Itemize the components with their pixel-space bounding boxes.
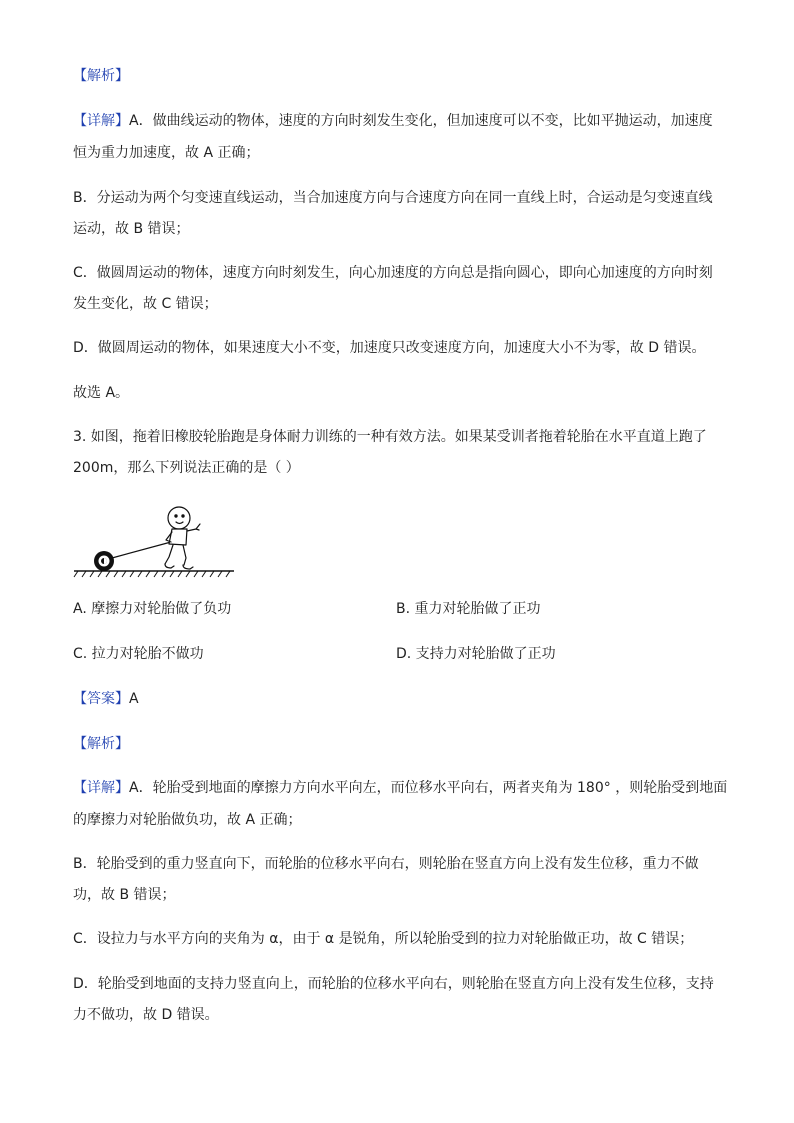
question-stem: 3. 如图，拖着旧橡胶轮胎跑是身体耐力训练的一种有效方法。如果某受训者拖着轮胎在水平直道上跑了 bbox=[73, 429, 707, 445]
option-c: C. 拉力对轮胎不做功 bbox=[73, 646, 204, 662]
detail-line: D．轮胎受到地面的支持力竖直向上，而轮胎的位移水平向右，则轮胎在竖直方向上没有发生位移，支持 bbox=[73, 976, 714, 992]
runner-icon bbox=[165, 507, 200, 569]
option-d: D. 支持力对轮胎做了正功 bbox=[396, 646, 556, 662]
conclusion-line: 故选 A。 bbox=[73, 385, 130, 401]
detail-line: 发生变化，故 C 错误； bbox=[73, 296, 218, 312]
detail-tag: 【详解】 bbox=[73, 113, 129, 129]
analysis-heading: 【解析】 bbox=[73, 68, 129, 84]
question-stem: 200m，那么下列说法正确的是（ ） bbox=[73, 460, 300, 476]
detail-line: B．分运动为两个匀变速直线运动，当合加速度方向与合速度方向在同一直线上时，合运动是匀变速直线 bbox=[73, 190, 713, 206]
detail-line: C．设拉力与水平方向的夹角为 α，由于 α 是锐角，所以轮胎受到的拉力对轮胎做正功，故 C 错误； bbox=[73, 931, 694, 947]
option-b: B. 重力对轮胎做了正功 bbox=[396, 601, 541, 617]
answer-tag: 【答案】 bbox=[73, 691, 129, 707]
detail-line: 运动，故 B 错误； bbox=[73, 221, 190, 237]
answer-value: A bbox=[129, 691, 139, 707]
detail-line: 【详解】A．做曲线运动的物体，速度的方向时刻发生变化，但加速度可以不变，比如平抛运动，加速度 bbox=[73, 113, 713, 129]
analysis-heading: 【解析】 bbox=[73, 736, 129, 752]
detail-tag: 【详解】 bbox=[73, 780, 129, 796]
option-a: A. 摩擦力对轮胎做了负功 bbox=[73, 601, 232, 617]
answer-line bbox=[73, 689, 139, 709]
detail-line: B．轮胎受到的重力竖直向下，而轮胎的位移水平向右，则轮胎在竖直方向上没有发生位移，重力不做 bbox=[73, 856, 699, 872]
detail-line: D．做圆周运动的物体，如果速度大小不变，加速度只改变速度方向，加速度大小不为零，故 D 错误。 bbox=[73, 340, 706, 356]
detail-line: 力不做功，故 D 错误。 bbox=[73, 1007, 219, 1023]
detail-line: 功，故 B 错误； bbox=[73, 887, 176, 903]
detail-line: 【详解】A．轮胎受到地面的摩擦力方向水平向左，而位移水平向右，两者夹角为 180° ，则轮胎受到地面 bbox=[73, 780, 728, 796]
detail-line: 恒为重力加速度，故 A 正确； bbox=[73, 145, 260, 161]
tire-icon bbox=[94, 551, 114, 571]
detail-line: C．做圆周运动的物体，速度方向时刻发生，向心加速度的方向总是指向圆心，即向心加速度的方向时刻 bbox=[73, 265, 713, 281]
tire-dragging-figure bbox=[72, 500, 236, 578]
detail-line: 的摩擦力对轮胎做负功，故 A 正确； bbox=[73, 812, 302, 828]
